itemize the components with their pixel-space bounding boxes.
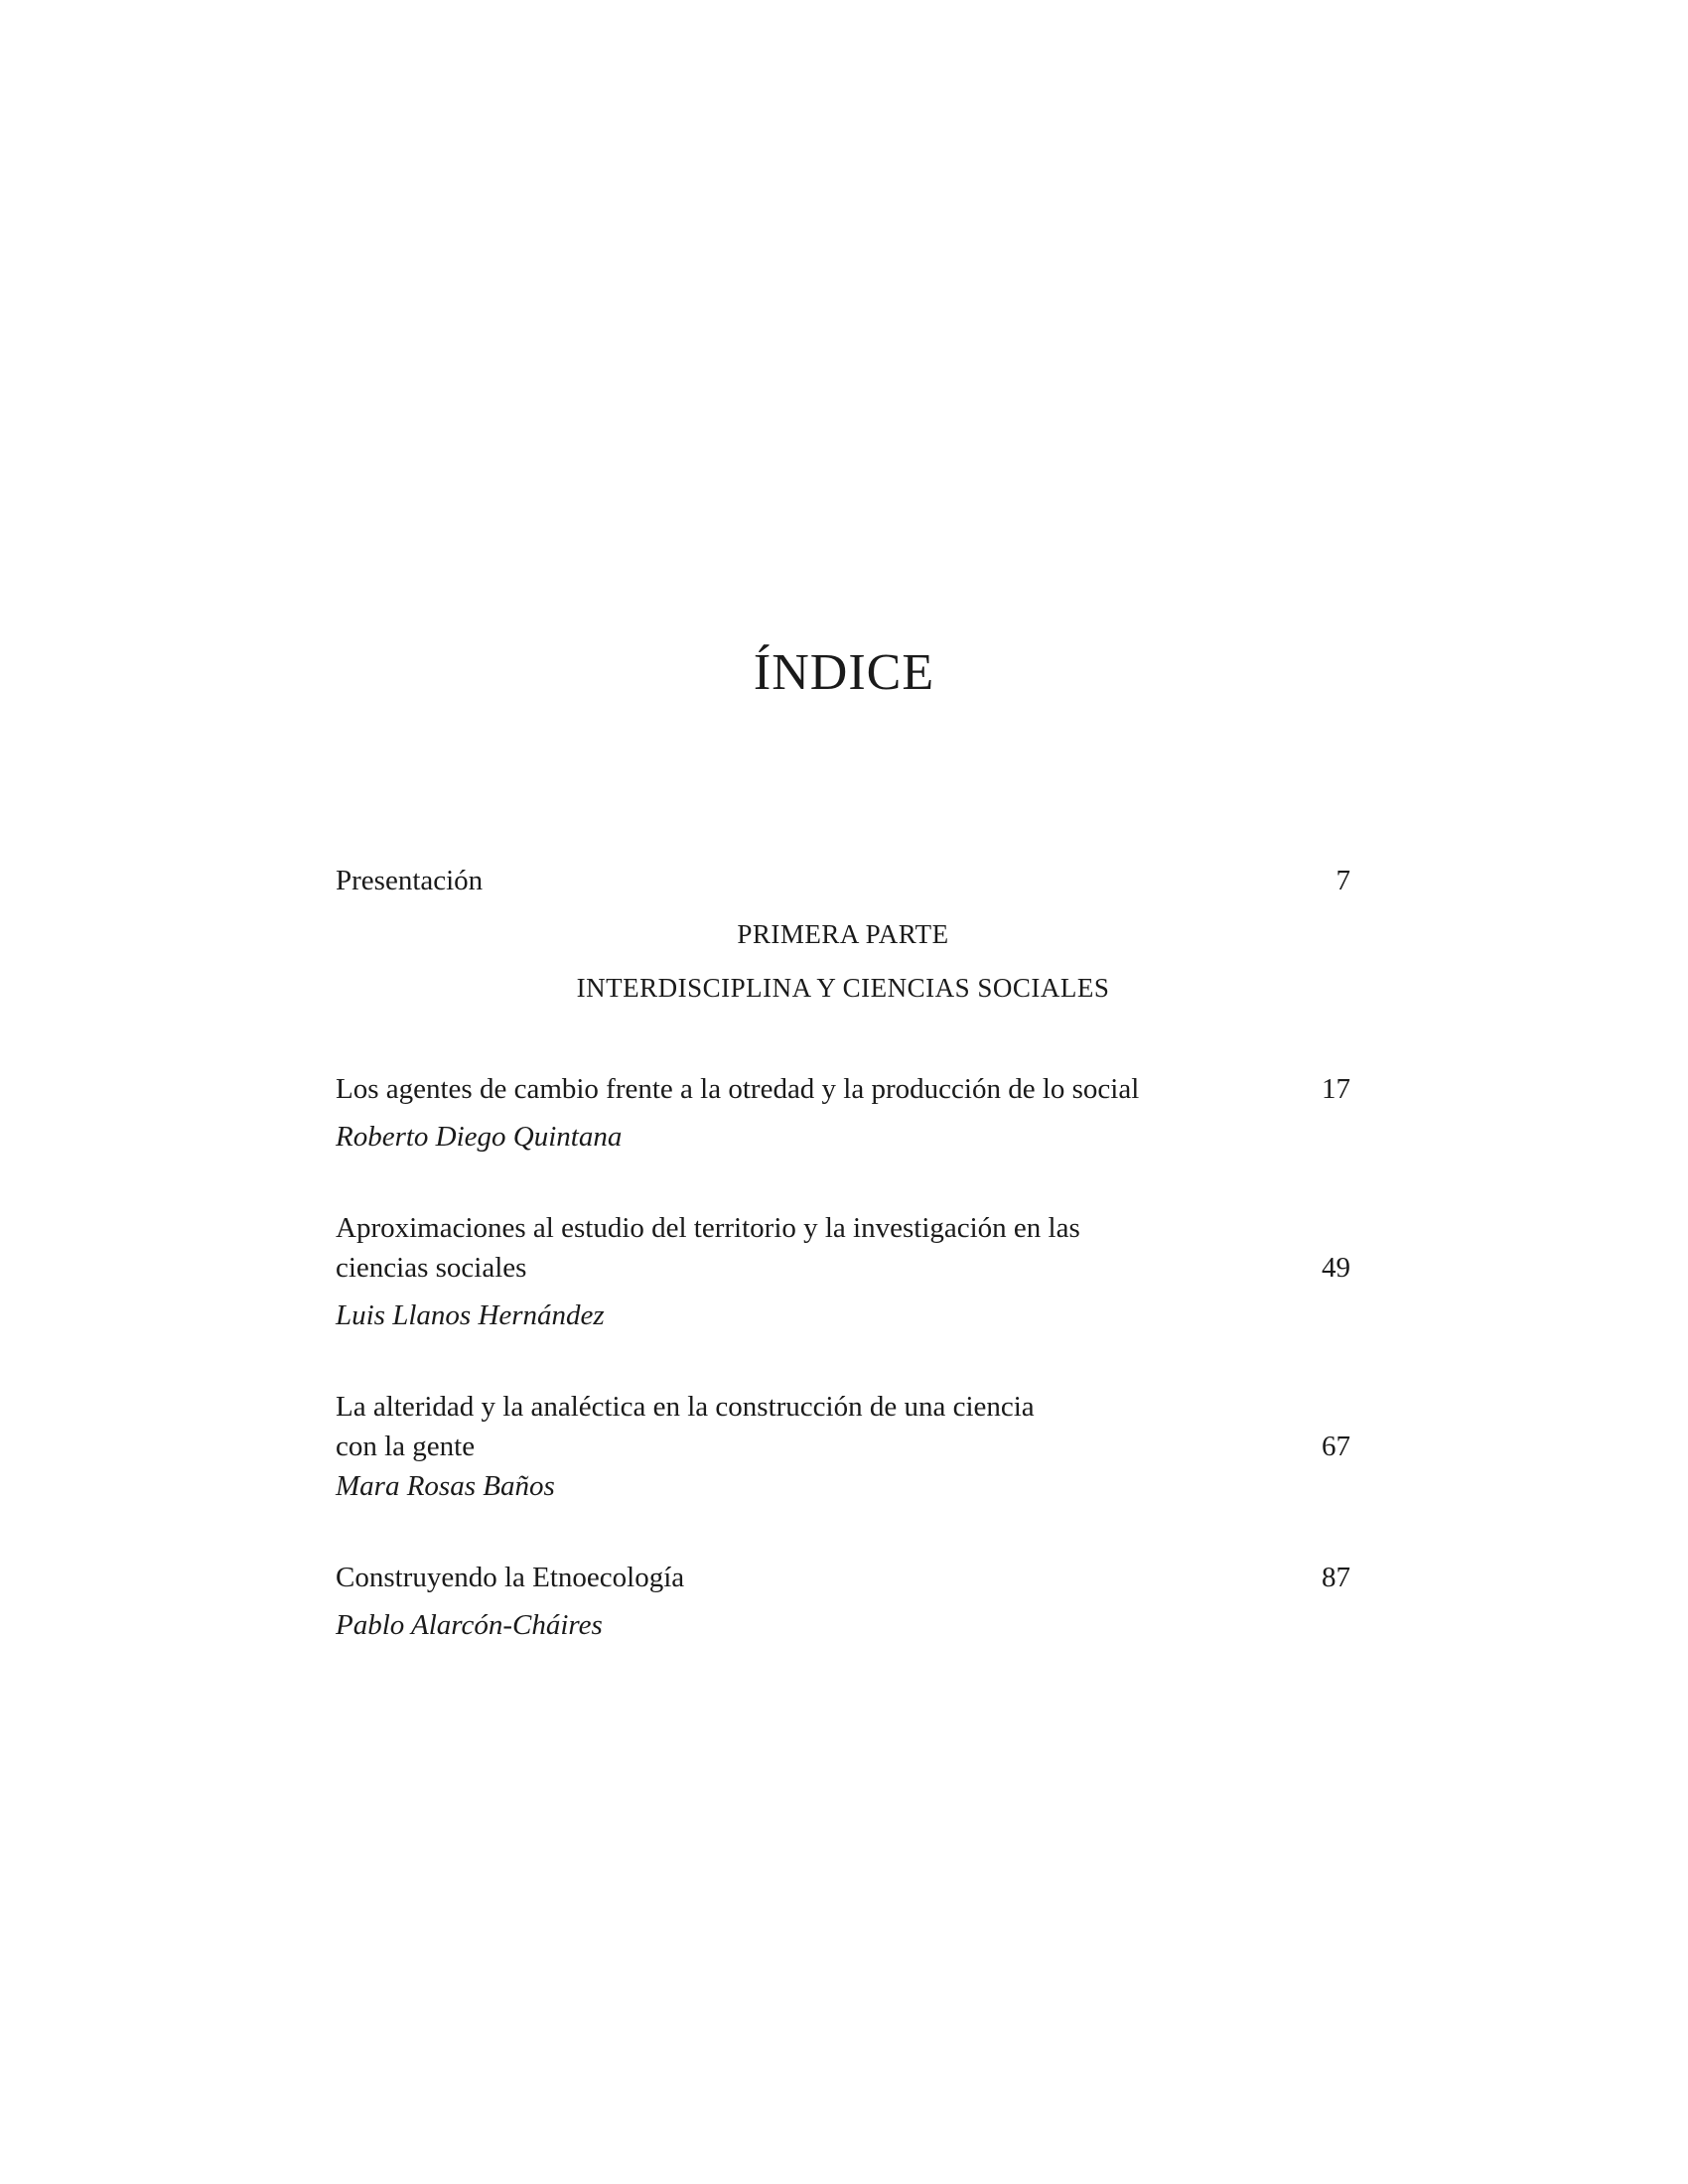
- toc-page-number: 67: [1322, 1431, 1350, 1462]
- toc-entry-title: La alteridad y la analéctica en la construcción de una ciencia: [336, 1391, 1035, 1423]
- part-subtitle: INTERDISCIPLINA Y CIENCIAS SOCIALES: [576, 973, 1110, 1003]
- toc-page-number: 49: [1322, 1252, 1350, 1284]
- part-label: PRIMERA PARTE: [737, 919, 949, 949]
- toc-page-number: 87: [1322, 1562, 1350, 1593]
- toc-entry-title-continued: con la gente: [336, 1431, 476, 1462]
- toc-entry-title-continued: ciencias sociales: [336, 1252, 527, 1284]
- toc-entry-title: Aproximaciones al estudio del territorio y la investigación en las: [336, 1212, 1080, 1244]
- toc-entry-title: Presentación: [336, 865, 484, 896]
- toc-page-number: 17: [1322, 1073, 1350, 1105]
- toc-entry-author: Luis Llanos Hernández: [336, 1299, 605, 1331]
- toc-entry-author: Pablo Alarcón-Cháires: [336, 1609, 603, 1641]
- toc-entry-title: Los agentes de cambio frente a la otredad y la producción de lo social: [336, 1073, 1140, 1105]
- toc-entry-author: Mara Rosas Baños: [336, 1470, 555, 1502]
- toc-entry-title: Construyendo la Etnoecología: [336, 1562, 685, 1593]
- page-title: ÍNDICE: [753, 644, 935, 701]
- toc-entry-author: Roberto Diego Quintana: [336, 1121, 623, 1153]
- toc-page-number: 7: [1336, 865, 1350, 896]
